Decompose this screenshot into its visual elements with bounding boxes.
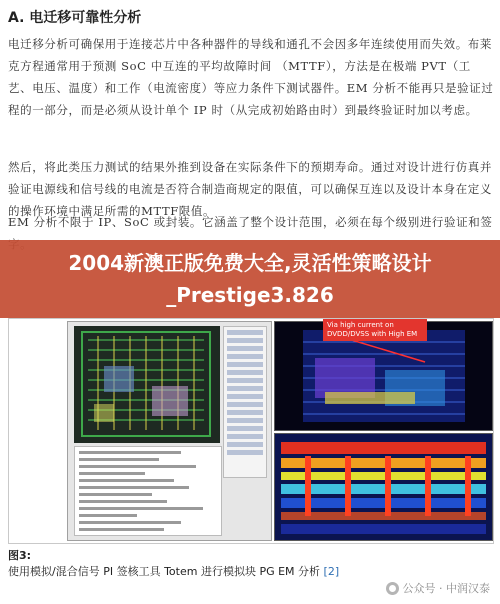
caption-text: 使用模拟/混合信号 PI 签核工具 Totem 进行模拟块 PG EM 分析 — [8, 565, 321, 578]
layout-graphic — [74, 326, 220, 443]
paragraph-em-scope: EM 分析不限于 IP、SoC 或封装。它涵盖了整个设计范围，必须在每个级别进行验证和签 — [8, 215, 493, 229]
layer-list-panel — [223, 326, 267, 478]
layout-view-image — [74, 326, 220, 443]
watermark — [386, 580, 491, 596]
watermark-text: 公众号 · 中润汉泰 — [402, 582, 490, 595]
tool-window-screenshot — [67, 321, 272, 541]
overlay-banner — [0, 240, 500, 318]
figure-em-analysis — [8, 318, 494, 544]
callout-label: Via high current on DVDD/DVSS with High EM — [323, 319, 427, 341]
caption-label: 图3: — [8, 549, 32, 562]
caption-line — [8, 564, 494, 580]
paragraph-stress-test: 然后，将此类压力测试的结果外推到设备在实际条件下的预期寿命。通过对设计进行仿真并验证电源线和信号线的电流是否符合制造商规定的限值，可以确保互连以及设计本身在定义的操作环境中满足所需的MTTF限值。 — [8, 160, 492, 218]
banner-text: 2004新澳正版免费大全,灵活性策略设计_Prestige3.826 — [68, 251, 432, 307]
em-current-density-view — [274, 433, 493, 541]
figure-caption — [8, 548, 494, 580]
paragraph-em-intro: 电迁移分析可确保用于连接芯片中各种器件的导线和通孔不会因多年连续使用而失效。布莱克方程通常用于预测 SoC 中互连的平均故障时间 （MTTF），方法是在极端 PVT（工艺、电压、温度）和工作（电流密度）等应力条件下测试器件。EM 分析不能再只是验证过程的一部分，而是必须从设计单个 IP 时（从完成初始路由时）到最终验证时加以考虑。 — [8, 37, 494, 117]
log-panel — [74, 446, 222, 536]
wechat-account-icon — [386, 582, 399, 595]
caption-reference-link[interactable]: [2] — [323, 565, 340, 578]
section-heading: A. 电迁移可靠性分析 — [8, 10, 142, 26]
em-current-graphic — [275, 434, 492, 540]
